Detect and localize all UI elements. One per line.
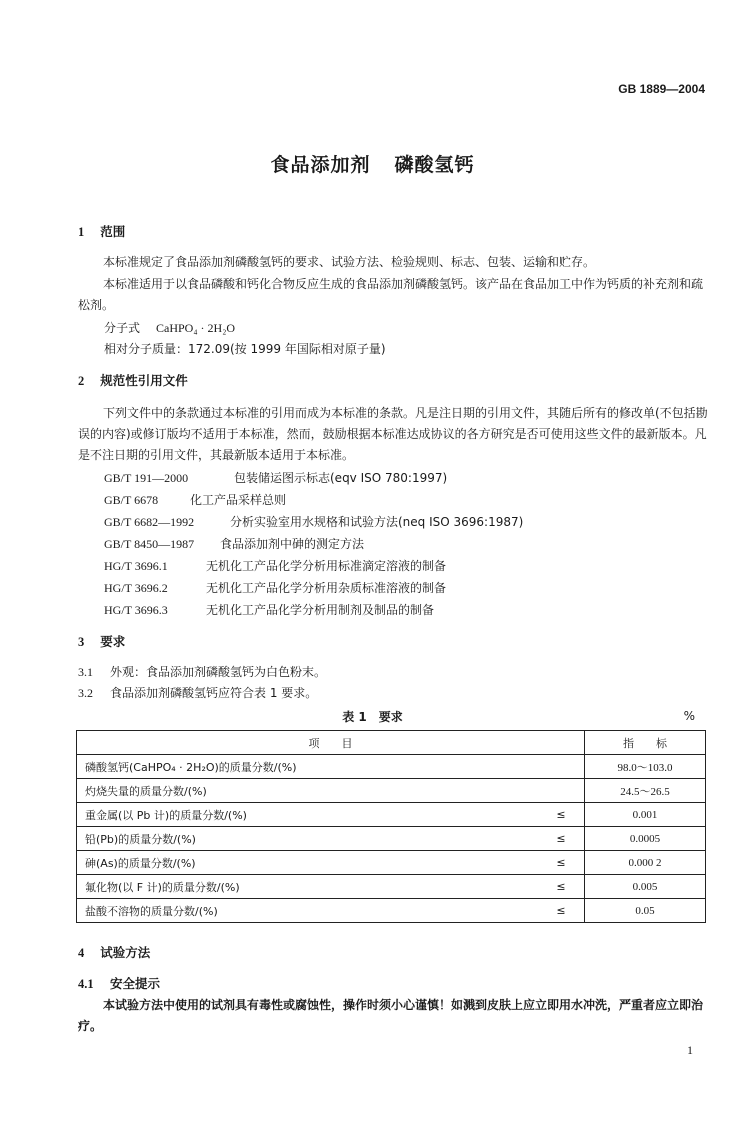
reference-code: HG/T 3696.3 <box>104 603 168 617</box>
table-row <box>77 755 706 779</box>
clause-4-1-title: 安全提示 <box>110 976 161 991</box>
standard-number: GB 1889—2004 <box>618 82 705 96</box>
formula-label: 分子式 <box>104 321 141 335</box>
reference-item <box>104 556 446 576</box>
row-value: 0.000 2 <box>585 851 706 875</box>
scope-paragraph-2: 本标准适用于以食品磷酸和钙化合物反应生成的食品添加剂磷酸氢钙。该产品在食品加工中作为钙质的补充剂和疏松剂。 <box>78 277 704 312</box>
page-number: 1 <box>687 1043 693 1057</box>
table-caption: 表 1 要求 <box>342 710 403 724</box>
reference-item <box>104 534 364 554</box>
section-3-title: 要求 <box>100 634 126 649</box>
header-value: 指 标 <box>585 731 706 755</box>
section-1-title: 范围 <box>100 224 126 239</box>
reference-item <box>104 468 447 488</box>
clause-3-2-text: 食品添加剂磷酸氢钙应符合表 1 要求。 <box>110 686 318 700</box>
section-2-number: 2 <box>78 374 85 388</box>
row-operator: ≤ <box>538 827 585 851</box>
row-item: 盐酸不溶物的质量分数/(%) <box>77 899 539 923</box>
row-operator: ≤ <box>538 803 585 827</box>
reference-item <box>104 490 286 510</box>
row-value: 0.0005 <box>585 827 706 851</box>
row-value: 98.0～103.0 <box>585 755 706 779</box>
section-2-heading <box>78 371 188 389</box>
section-2-title: 规范性引用文件 <box>100 373 188 388</box>
table-header-row <box>77 731 706 755</box>
scope-paragraph-1: 本标准规定了食品添加剂磷酸氢钙的要求、试验方法、检验规则、标志、包装、运输和贮存。 <box>103 255 596 269</box>
molecular-formula <box>104 318 235 338</box>
row-value: 24.5～26.5 <box>585 779 706 803</box>
reference-code: GB/T 191—2000 <box>104 471 189 485</box>
safety-notice: 本试验方法中使用的试剂具有毒性或腐蚀性，操作时须小心谨慎！如溅到皮肤上应立即用水冲洗，严重者应立即治疗。 <box>78 998 704 1033</box>
row-item: 灼烧失量的质量分数/(%) <box>77 779 539 803</box>
table-row <box>77 899 706 923</box>
reference-item <box>104 600 434 620</box>
header-item: 项 目 <box>77 731 585 755</box>
section-3-number: 3 <box>78 635 85 649</box>
reference-title: 无机化工产品化学分析用标准滴定溶液的制备 <box>206 559 447 573</box>
clause-3-1-text: 外观：食品添加剂磷酸氢钙为白色粉末。 <box>110 665 327 679</box>
reference-title: 无机化工产品化学分析用制剂及制品的制备 <box>206 603 435 617</box>
title-part-1: 食品添加剂 <box>270 154 371 176</box>
section-1-number: 1 <box>78 225 85 239</box>
section-4-title: 试验方法 <box>100 945 151 960</box>
row-value: 0.001 <box>585 803 706 827</box>
table-row <box>77 875 706 899</box>
molecular-mass: 相对分子质量：172.09(按 1999 年国际相对原子量) <box>104 342 386 356</box>
section-1-heading <box>78 222 125 240</box>
row-item: 磷酸氢钙(CaHPO₄ · 2H₂O)的质量分数/(%) <box>77 755 539 779</box>
row-operator: ≤ <box>538 851 585 875</box>
reference-title: 无机化工产品化学分析用杂质标准溶液的制备 <box>206 581 447 595</box>
reference-code: GB/T 6682—1992 <box>104 515 195 529</box>
row-operator: ≤ <box>538 899 585 923</box>
clause-4-1-heading <box>78 974 160 992</box>
page-title <box>0 150 745 177</box>
reference-code: HG/T 3696.2 <box>104 581 168 595</box>
clause-3-1 <box>78 662 326 682</box>
reference-code: GB/T 6678 <box>104 493 159 507</box>
row-operator: ≤ <box>538 875 585 899</box>
section-4-number: 4 <box>78 946 85 960</box>
table-row <box>77 851 706 875</box>
table-row <box>77 827 706 851</box>
reference-item <box>104 578 446 598</box>
clause-3-1-number: 3.1 <box>78 665 93 679</box>
section-3-heading <box>78 632 125 650</box>
clause-4-1-number: 4.1 <box>78 977 94 991</box>
row-item: 砷(As)的质量分数/(%) <box>77 851 539 875</box>
row-value: 0.005 <box>585 875 706 899</box>
row-operator <box>538 779 585 803</box>
section-4-heading <box>78 943 150 961</box>
row-item: 重金属(以 Pb 计)的质量分数/(%) <box>77 803 539 827</box>
reference-title: 食品添加剂中砷的测定方法 <box>220 537 365 551</box>
table-row <box>77 803 706 827</box>
requirements-table <box>76 730 706 923</box>
clause-3-2 <box>78 683 317 703</box>
table-unit: % <box>683 709 695 723</box>
reference-title: 化工产品采样总则 <box>190 493 287 507</box>
reference-item <box>104 512 523 532</box>
clause-3-2-number: 3.2 <box>78 686 93 700</box>
reference-title: 包装储运图示标志(eqv ISO 780:1997) <box>234 471 448 485</box>
table-row <box>77 779 706 803</box>
formula-value: CaHPO₄ · 2H₂O <box>156 321 236 335</box>
row-operator <box>538 755 585 779</box>
reference-code: GB/T 8450—1987 <box>104 537 195 551</box>
row-item: 氟化物(以 F 计)的质量分数/(%) <box>77 875 539 899</box>
reference-code: HG/T 3696.1 <box>104 559 168 573</box>
reference-title: 分析实验室用水规格和试验方法(neq ISO 3696:1987) <box>230 515 524 529</box>
references-paragraph: 下列文件中的条款通过本标准的引用而成为本标准的条款。凡是注日期的引用文件，其随后所有的修改单(不包括勘误的内容)或修订版均不适用于本标准，然而，鼓励根据本标准达成协议的各方研究是否可使用这些文件的最新版本。凡是不注日期的引用文件，其最新版本适用于本标准。 <box>78 406 708 462</box>
title-part-2: 磷酸氢钙 <box>394 154 475 176</box>
row-item: 铅(Pb)的质量分数/(%) <box>77 827 539 851</box>
row-value: 0.05 <box>585 899 706 923</box>
